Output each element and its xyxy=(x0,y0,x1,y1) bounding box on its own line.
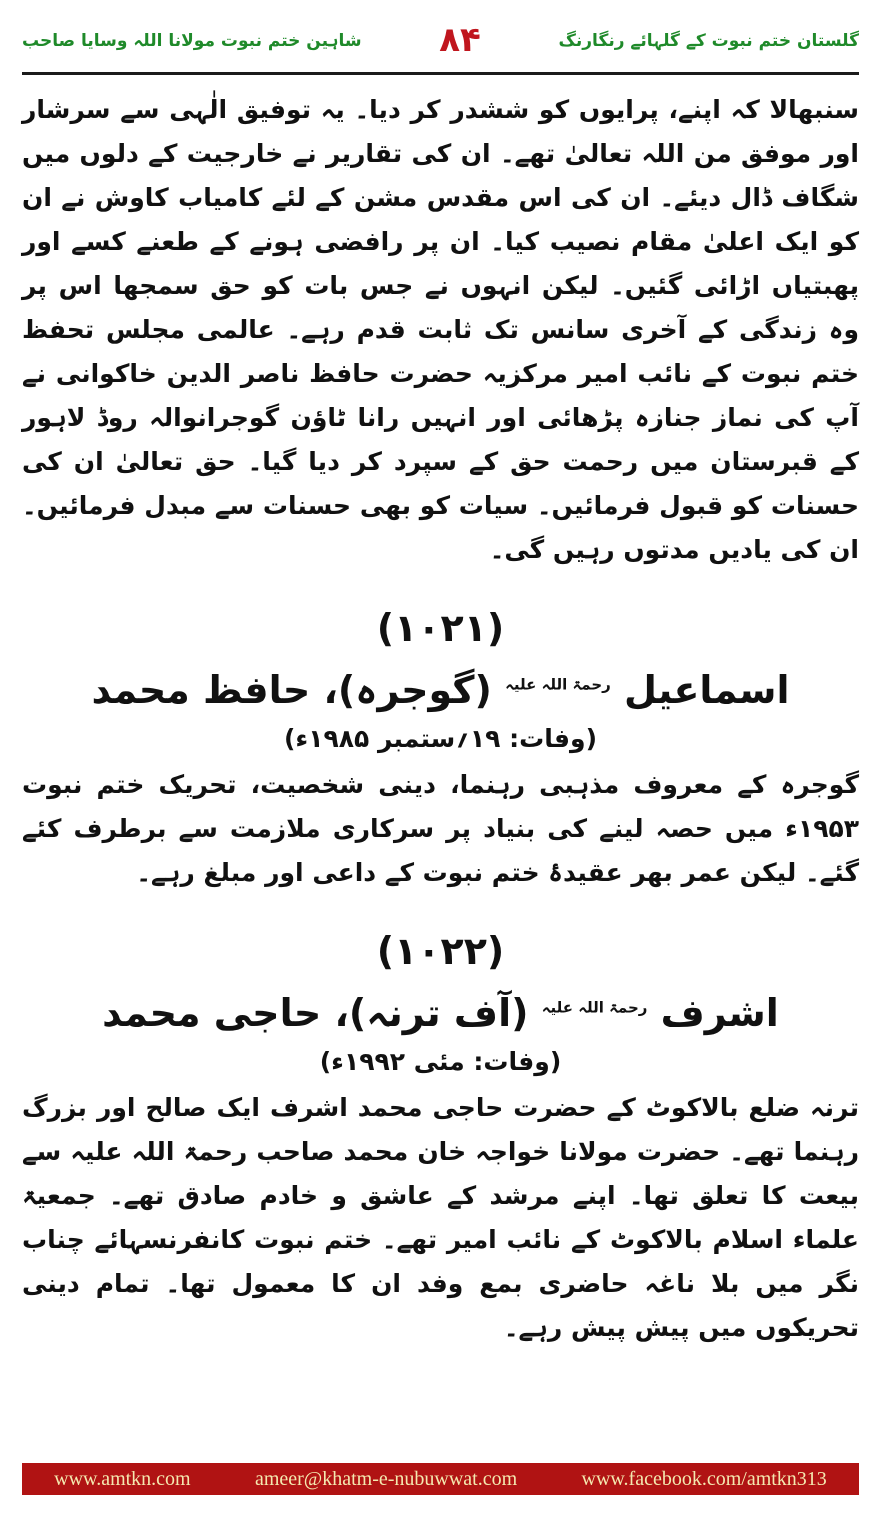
intro-paragraph: سنبھالا کہ اپنے، پرایوں کو ششدر کر دیا۔ یہ توفیق الٰہی سے سرشار اور موفق من اللہ تعالیٰ تھے۔ ان کی تقاریر نے خارجیت کے دلوں میں شگاف ڈال دیئے۔ ان کی اس مقدس مشن کے لئے کامیاب کاوش نے ان کو ایک اعلیٰ مقام نصیب کیا۔ ان پر رافضی ہونے کے طعنے کسے اور پھبتیاں اڑائی گئیں۔ لیکن انہوں نے جس بات کو حق سمجھا اس پر وہ زندگی کے آخری سانس تک ثابت قدم رہے۔ عالمی مجلس تحفظ ختم نبوت کے نائب امیر مرکزیہ حضرت حافظ ناصر الدین خاکوانی نے آپ کی نماز جنازہ پڑھائی اور انہیں رانا ٹاؤن گوجرانوالہ روڈ لاہور کے قبرستان میں رحمت حق کے سپرد کر دیا گیا۔ حق تعالیٰ ان کی حسنات کو قبول فرمائیں۔ سیات کو بھی حسنات سے مبدل فرمائیں۔ ان کی یادیں مدتوں رہیں گی۔ xyxy=(22,95,860,564)
entry-name-1022 xyxy=(22,991,859,1035)
footer-website-link[interactable]: www.amtkn.com xyxy=(54,1467,191,1490)
header-author-title: شاہین ختم نبوت مولانا اللہ وسایا صاحب xyxy=(22,30,362,51)
entry-number-1022: (۱۰۲۲) xyxy=(376,929,505,973)
entry-name-1021 xyxy=(22,668,859,712)
page-content xyxy=(22,88,859,1350)
entry-number-1021: (۱۰۲۱) xyxy=(376,606,505,650)
header-book-title: گلستان ختم نبوت کے گلہائے رنگارنگ xyxy=(558,30,859,51)
entry-name-rest: (آف ترنہ)، حاجی محمد xyxy=(102,991,529,1035)
entry-death-date-1022: (وفات: مئی ۱۹۹۲ء) xyxy=(319,1047,562,1076)
honorific-mark: رحمۃ اللہ علیہ xyxy=(541,998,648,1017)
page-header xyxy=(22,18,859,62)
header-divider xyxy=(22,72,859,75)
entry-text-1022: ترنہ ضلع بالاکوٹ کے حضرت حاجی محمد اشرف ایک صالح اور بزرگ رہنما تھے۔ حضرت مولانا خواجہ خان محمد صاحب رحمۃ اللہ علیہ سے بیعت کا تعلق تھا۔ اپنے مرشد کے عاشق و خادم صادق تھے۔ جمعیۃ علماء اسلام بالاکوٹ کے نائب امیر تھے۔ ختم نبوت کانفرنسہائے چناب نگر میں بلا ناغہ حاضری بمع وفد ان کا معمول تھا۔ تمام دینی تحریکوں میں پیش پیش رہے۔ xyxy=(22,1093,859,1342)
entry-name-rest: (گوجرہ)، حافظ محمد xyxy=(91,668,492,712)
entry-name-first: اشرف xyxy=(660,991,779,1035)
entry-death-date-1021: (وفات: ۱۹؍ستمبر ۱۹۸۵ء) xyxy=(283,724,597,753)
footer-email-link[interactable]: ameer@khatm-e-nubuwwat.com xyxy=(254,1467,518,1490)
page-number: ۸۴ xyxy=(439,20,481,60)
honorific-mark: رحمۃ اللہ علیہ xyxy=(505,675,611,694)
entry-name-first: اسماعیل xyxy=(624,668,790,712)
footer-facebook-link[interactable]: www.facebook.com/amtkn313 xyxy=(581,1467,827,1490)
entry-text-1021: گوجرہ کے معروف مذہبی رہنما، دینی شخصیت، تحریک ختم نبوت ۱۹۵۳ء میں حصہ لینے کی بنیاد پر سرکاری ملازمت سے برطرف کئے گئے۔ لیکن عمر بھر عقیدۂ ختم نبوت کے داعی اور مبلغ رہے۔ xyxy=(22,770,859,887)
footer-bar xyxy=(22,1463,859,1495)
